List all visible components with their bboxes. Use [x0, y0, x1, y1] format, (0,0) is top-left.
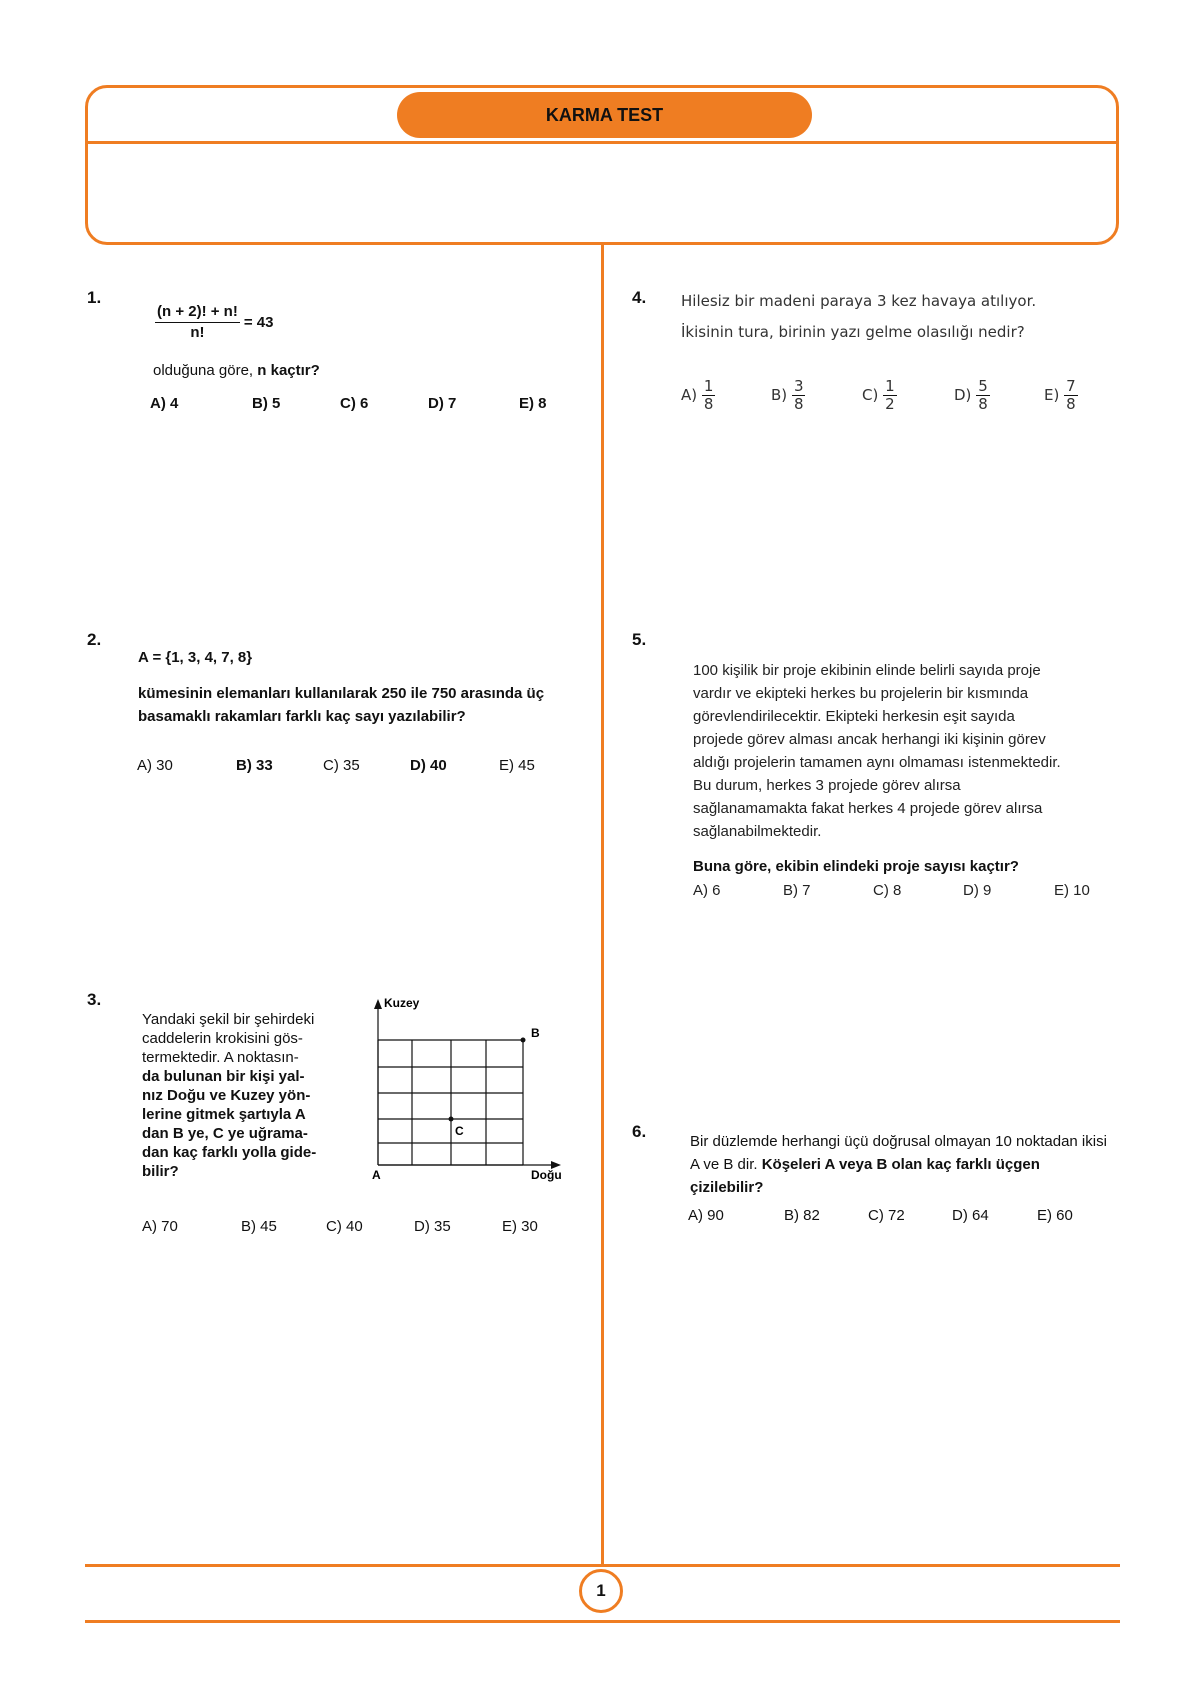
- q4-option-d[interactable]: [954, 378, 1044, 413]
- q5-stem-line: sağlanabilmektedir.: [693, 823, 822, 840]
- q2-stem: kümesinin elemanları kullanılarak 250 ile 750 arasında üç basamaklı rakamları farklı kaç sayı yazılabilir?: [138, 685, 545, 725]
- q3-stem-line: bilir?: [142, 1163, 179, 1180]
- q3-option-e[interactable]: E) 30: [502, 1218, 538, 1235]
- q1-option-d[interactable]: D) 7: [428, 395, 457, 412]
- q5-option-a[interactable]: A) 6: [693, 882, 721, 899]
- q4-option-d-num: 5: [978, 377, 988, 395]
- q4-option-a-label: A): [681, 386, 698, 404]
- question-number-5: 5.: [632, 630, 647, 649]
- q3-stem-line: nız Doğu ve Kuzey yön-: [142, 1087, 311, 1104]
- q1-formula: [155, 302, 273, 343]
- q2-options: [137, 757, 535, 774]
- q6-options: [688, 1207, 1073, 1224]
- q3-stem-line: Yandaki şekil bir şehirdeki: [142, 1011, 315, 1028]
- q5-stem-line: 100 kişilik bir proje ekibinin elinde belirli sayıda proje: [693, 662, 1041, 679]
- q4-option-b[interactable]: [771, 378, 862, 413]
- q1-options: [150, 395, 547, 412]
- q1-stem-bold: n kaçtır?: [257, 362, 320, 379]
- footer-line-top: [85, 1564, 1120, 1567]
- point-c-marker: [449, 1117, 454, 1122]
- q4-option-d-label: D): [954, 386, 972, 404]
- q5-stem: [693, 659, 1061, 843]
- q2-option-e[interactable]: E) 45: [499, 757, 535, 774]
- east-label: Doğu: [531, 1168, 562, 1182]
- north-arrow-icon: [374, 999, 382, 1009]
- q3-stem-line: da bulunan bir kişi yal-: [142, 1068, 305, 1085]
- q1-stem-text: olduğuna göre,: [153, 362, 258, 379]
- page-number: 1: [579, 1569, 623, 1613]
- q2-option-a[interactable]: A) 30: [137, 757, 173, 774]
- q4-option-e-num: 7: [1066, 377, 1076, 395]
- street-grid-figure: [365, 995, 580, 1190]
- q4-option-d-den: 8: [978, 395, 988, 413]
- q1-option-a[interactable]: A) 4: [150, 395, 179, 412]
- q4-option-a[interactable]: [681, 378, 771, 413]
- q3-stem-line: caddelerin krokisini gös-: [142, 1030, 303, 1047]
- q4-option-a-num: 1: [703, 377, 714, 395]
- q4-option-e-den: 8: [1066, 395, 1076, 413]
- q5-stem-line: sağlanamamakta fakat herkes 4 projede görev alırsa: [693, 800, 1043, 817]
- q4-option-b-den: 8: [793, 395, 804, 413]
- q4-option-b-num: 3: [793, 377, 804, 395]
- q5-option-d[interactable]: D) 9: [963, 882, 992, 899]
- q3-option-c[interactable]: C) 40: [326, 1218, 363, 1235]
- q6-stem-bold: Köşeleri A veya B olan kaç farklı üçgen çizilebilir?: [690, 1156, 1040, 1196]
- q1-stem: [153, 359, 320, 382]
- q6-option-b[interactable]: B) 82: [784, 1207, 820, 1224]
- question-number-2: 2.: [87, 630, 102, 649]
- q4-option-c-label: C): [862, 386, 879, 404]
- q3-option-a[interactable]: A) 70: [142, 1218, 178, 1235]
- header-divider: [85, 141, 1119, 144]
- q6-option-c[interactable]: C) 72: [868, 1207, 905, 1224]
- q6-stem: [690, 1130, 1110, 1199]
- q5-option-c[interactable]: C) 8: [873, 882, 902, 899]
- north-label: Kuzey: [384, 996, 420, 1010]
- point-b-marker: [521, 1038, 526, 1043]
- q4-option-b-label: B): [771, 386, 788, 404]
- q1-option-e[interactable]: E) 8: [519, 395, 547, 412]
- column-divider: [601, 245, 604, 1565]
- q5-stem-line: görevlendirilecektir. Ekipteki herkesin eşit sayıda: [693, 708, 1015, 725]
- point-b-label: B: [531, 1026, 540, 1040]
- q4-options: [681, 378, 1078, 413]
- q1-option-b[interactable]: B) 5: [252, 395, 281, 412]
- q5-question: Buna göre, ekibin elindeki proje sayısı kaçtır?: [693, 858, 1019, 875]
- footer-line-bottom: [85, 1620, 1120, 1623]
- q2-option-c[interactable]: C) 35: [323, 757, 360, 774]
- q1-numerator: (n + 2)! + n!: [155, 302, 240, 323]
- q6-stem-text: Bir düzlemde herhangi üçü doğrusal olmayan 10 noktadan ikisi A ve B dir.: [690, 1133, 1107, 1173]
- q5-option-e[interactable]: E) 10: [1054, 882, 1090, 899]
- q3-stem: [142, 1010, 316, 1181]
- q3-stem-line: dan B ye, C ye uğrama-: [142, 1125, 308, 1142]
- q5-option-b[interactable]: B) 7: [783, 882, 811, 899]
- q2-set: A = {1, 3, 4, 7, 8}: [138, 649, 253, 666]
- question-number-1: 1.: [87, 288, 102, 307]
- q5-stem-line: Bu durum, herkes 3 projede görev alırsa: [693, 777, 961, 794]
- q3-stem-line: lerine gitmek şartıyla A: [142, 1106, 306, 1123]
- q4-stem: [681, 286, 1036, 348]
- q4-stem-line: İkisinin tura, birinin yazı gelme olasılığı nedir?: [681, 323, 1025, 341]
- q4-option-e-label: E): [1044, 386, 1060, 404]
- q4-option-a-den: 8: [703, 395, 714, 413]
- question-number-6: 6.: [632, 1122, 647, 1141]
- q6-option-d[interactable]: D) 64: [952, 1207, 989, 1224]
- q4-option-c-den: 2: [885, 395, 895, 413]
- q3-option-d[interactable]: D) 35: [414, 1218, 451, 1235]
- q2-option-b[interactable]: B) 33: [236, 757, 273, 774]
- q6-option-e[interactable]: E) 60: [1037, 1207, 1073, 1224]
- q3-options: [142, 1218, 538, 1235]
- q1-rhs: = 43: [243, 314, 274, 331]
- q5-options: [693, 882, 1090, 899]
- q1-option-c[interactable]: C) 6: [340, 395, 369, 412]
- q2-option-d[interactable]: D) 40: [410, 757, 447, 774]
- q1-denominator: n!: [190, 324, 205, 341]
- q5-stem-line: projede görev alması ancak herhangi iki kişinin görev: [693, 731, 1046, 748]
- q5-stem-line: aldığı projelerin tamamen aynı olmaması istenmektedir.: [693, 754, 1061, 771]
- test-title: KARMA TEST: [397, 92, 812, 138]
- q4-option-c-num: 1: [885, 377, 895, 395]
- q3-stem-line: dan kaç farklı yolla gide-: [142, 1144, 317, 1161]
- q6-option-a[interactable]: A) 90: [688, 1207, 724, 1224]
- point-c-label: C: [455, 1124, 464, 1138]
- q3-stem-line: termektedir. A noktasın-: [142, 1049, 299, 1066]
- question-number-4: 4.: [632, 288, 647, 307]
- question-number-3: 3.: [87, 990, 102, 1009]
- point-a-label: A: [372, 1168, 381, 1182]
- q4-option-e[interactable]: [1044, 378, 1078, 413]
- q5-stem-line: vardır ve ekipteki herkes bu projelerin bir kısmında: [693, 685, 1029, 702]
- q4-option-c[interactable]: [862, 378, 954, 413]
- q4-stem-line: Hilesiz bir madeni paraya 3 kez havaya atılıyor.: [681, 292, 1037, 310]
- q3-option-b[interactable]: B) 45: [241, 1218, 277, 1235]
